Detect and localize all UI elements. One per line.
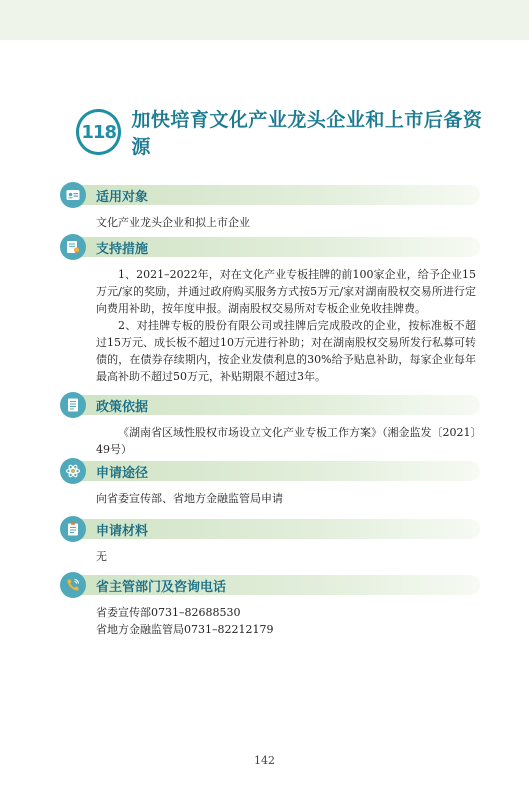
section-contact	[60, 572, 480, 638]
materials-text: 无	[96, 550, 107, 563]
target-text: 文化产业龙头企业和拟上市企业	[96, 216, 250, 229]
section-title: 支持措施	[96, 242, 149, 257]
section-materials	[60, 516, 480, 565]
section-header	[60, 572, 480, 598]
section-title: 政策依据	[96, 400, 149, 415]
section-title: 申请材料	[96, 524, 149, 539]
section-body	[60, 604, 480, 638]
contact-line: 省委宣传部0731–82688530	[96, 606, 241, 619]
channel-text: 向省委宣传部、省地方金融监管局申请	[96, 492, 283, 505]
section-title: 适用对象	[96, 190, 149, 205]
phone-icon	[60, 572, 86, 598]
measure-paragraph: 2、对挂牌专板的股份有限公司或挂牌后完成股改的企业，按标准板不超过15万元、成长板不超过10万元进行补助；对在湖南股权交易所发行私募可转债的，在债券存续期内，按企业发债利息的30%给予贴息补助，每家企业每年最高补助不超过50万元，补贴期限不超过3年。	[96, 319, 476, 383]
section-body	[60, 424, 480, 458]
section-body	[60, 266, 480, 385]
top-decoration-band	[0, 0, 529, 40]
basis-text: 《湖南省区域性股权市场设立文化产业专板工作方案》（湘金监发〔2021〕49号）	[96, 426, 476, 456]
id-card-icon	[60, 182, 86, 208]
section-title: 申请途径	[96, 466, 149, 481]
clipboard-icon	[60, 516, 86, 542]
section-header	[60, 516, 480, 542]
item-number-badge: 118	[76, 109, 121, 155]
section-channel	[60, 458, 480, 507]
section-body	[60, 214, 480, 231]
section-header	[60, 182, 480, 208]
section-basis	[60, 392, 480, 458]
section-header	[60, 234, 480, 260]
document-icon	[60, 392, 86, 418]
measure-paragraph: 1、2021–2022年，对在文化产业专板挂牌的前100家企业，给予企业15万元/家的奖励，并通过政府购买服务方式按5万元/家对湖南股权交易所进行定向费用补助，按年度申报。湖南股权交易所对专板企业免收挂牌费。	[96, 268, 476, 315]
section-body	[60, 490, 480, 507]
page-title: 加快培育文化产业龙头企业和上市后备资源	[131, 109, 483, 158]
section-title: 省主管部门及咨询电话	[96, 580, 227, 595]
section-header	[60, 458, 480, 484]
title-row	[76, 106, 496, 158]
section-target	[60, 182, 480, 231]
certificate-icon	[60, 234, 86, 260]
section-measures	[60, 234, 480, 385]
section-body	[60, 548, 480, 565]
page-number: 142	[254, 754, 275, 767]
section-header	[60, 392, 480, 418]
contact-line: 省地方金融监管局0731–82212179	[96, 623, 274, 636]
atom-icon	[60, 458, 86, 484]
